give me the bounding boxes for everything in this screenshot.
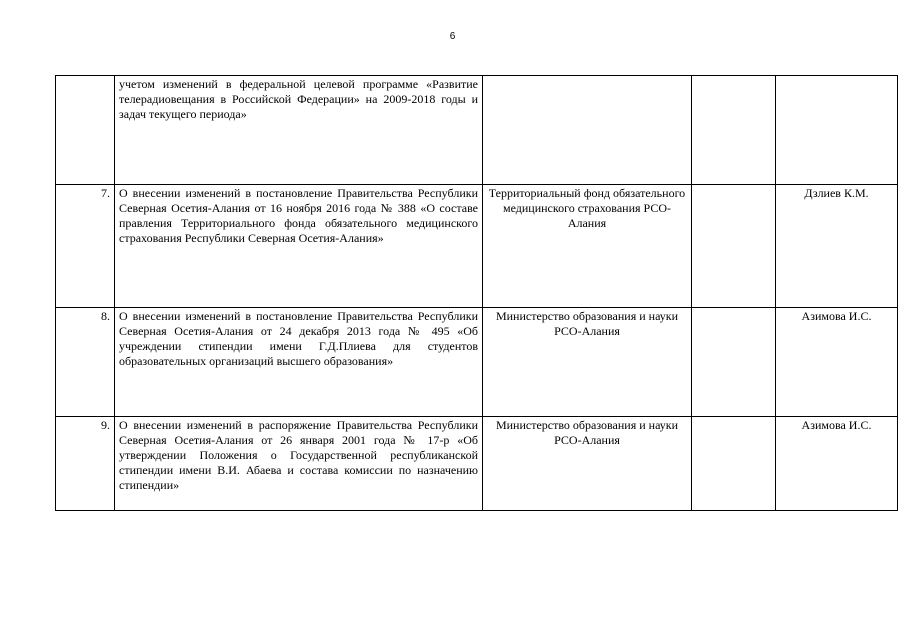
row-responsible bbox=[776, 76, 898, 185]
row-term bbox=[692, 76, 776, 185]
row-responsible: Дзлиев К.М. bbox=[776, 185, 898, 308]
row-organization: Территориальный фонд обязательного медицинского страхования РСО-Алания bbox=[483, 185, 692, 308]
row-organization bbox=[483, 76, 692, 185]
row-organization: Министерство образования и науки РСО-Алания bbox=[483, 417, 692, 511]
row-term bbox=[692, 185, 776, 308]
row-number bbox=[56, 76, 115, 185]
row-title: О внесении изменений в постановление Правительства Республики Северная Осетия-Алания от 24 декабря 2013 года № 495 «Об учреждении стипендии имени Г.Д.Плиева для студентов образовательных организаций высшего образования» bbox=[115, 308, 483, 417]
table-row bbox=[56, 185, 898, 308]
row-number: 9. bbox=[56, 417, 115, 511]
row-responsible: Азимова И.С. bbox=[776, 417, 898, 511]
page-number: 6 bbox=[449, 31, 456, 42]
table-row bbox=[56, 308, 898, 417]
plan-table bbox=[55, 75, 898, 511]
row-organization: Министерство образования и науки РСО-Алания bbox=[483, 308, 692, 417]
row-number: 7. bbox=[56, 185, 115, 308]
row-title: О внесении изменений в распоряжение Правительства Республики Северная Осетия-Алания от 26 января 2001 года № 17-р «Об утверждении Положения о Государственной республиканской стипендии имени В.И. Абаева и состава комиссии по назначению стипендии» bbox=[115, 417, 483, 511]
row-term bbox=[692, 308, 776, 417]
row-title: О внесении изменений в постановление Правительства Республики Северная Осетия-Алания от 16 ноября 2016 года № 388 «О составе правления Территориального фонда обязательного медицинского страхования Республики Северная Осетия-Алания» bbox=[115, 185, 483, 308]
row-responsible: Азимова И.С. bbox=[776, 308, 898, 417]
table-row bbox=[56, 417, 898, 511]
row-term bbox=[692, 417, 776, 511]
table-row bbox=[56, 76, 898, 185]
row-title: учетом изменений в федеральной целевой программе «Развитие телерадиовещания в Российской Федерации» на 2009-2018 годы и задач текущего периода» bbox=[115, 76, 483, 185]
row-number: 8. bbox=[56, 308, 115, 417]
